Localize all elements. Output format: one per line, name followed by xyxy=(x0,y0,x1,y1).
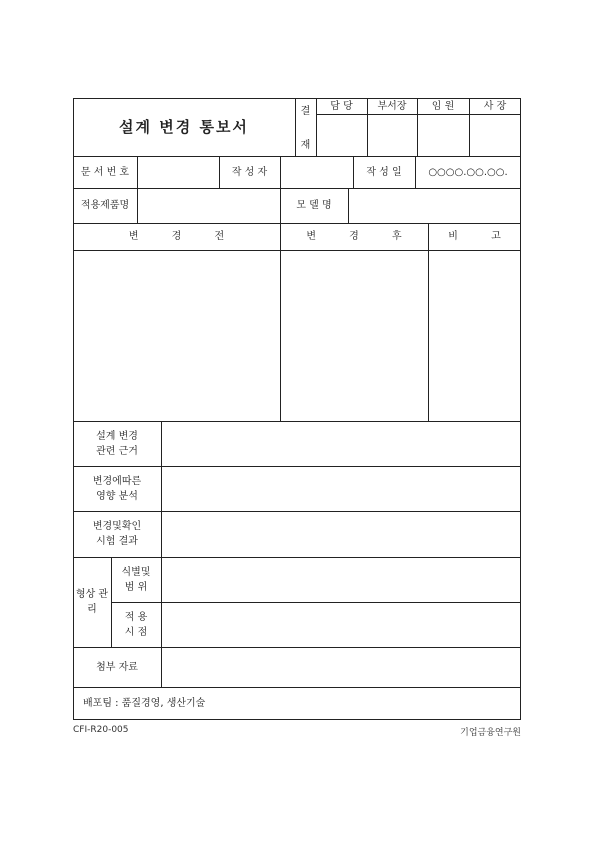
test-field[interactable] xyxy=(161,511,521,557)
test-label-line2: 시험 결과 xyxy=(96,536,138,547)
remarks-area[interactable] xyxy=(428,250,521,421)
date-field[interactable]: ○○○○.○○.○○. xyxy=(428,166,508,178)
before-change-area[interactable] xyxy=(73,250,280,421)
test-label-line1: 변경및확인 xyxy=(92,521,142,532)
scope-field[interactable] xyxy=(161,557,521,602)
header-before-change: 변 경 전 xyxy=(128,231,225,242)
basis-label-line2: 관련 근거 xyxy=(96,445,138,457)
approval-column-staff: 담 당 xyxy=(330,100,353,112)
apply-label-line1: 적 용 xyxy=(124,611,148,623)
document-title: 설계 변경 통보서 xyxy=(119,117,249,136)
approval-column-president: 사 장 xyxy=(483,100,507,112)
basis-label-line1: 설계 변경 xyxy=(96,430,138,442)
apply-label-line2: 시 점 xyxy=(124,626,148,638)
config-management-label xyxy=(73,557,111,647)
attachment-label: 첨부 자료 xyxy=(96,661,138,673)
approval-label-top: 결 xyxy=(300,105,311,117)
impact-label-line1: 변경에따른 xyxy=(92,475,142,487)
config-label-line1: 형상 관 xyxy=(75,589,109,600)
impact-field[interactable] xyxy=(161,466,521,511)
form-code: CFI-R20-005 xyxy=(73,725,129,735)
apply-time-label xyxy=(111,602,161,647)
test-label xyxy=(73,511,161,557)
date-label: 작 성 일 xyxy=(366,166,402,178)
config-label-line2: 리 xyxy=(87,604,97,615)
doc-number-label: 문 서 번 호 xyxy=(80,166,130,178)
scope-label-line2: 범 위 xyxy=(124,581,148,593)
approval-sign-executive[interactable] xyxy=(417,114,469,156)
impact-label-line2: 영향 분석 xyxy=(96,490,138,502)
approval-sign-manager[interactable] xyxy=(367,114,417,156)
approval-sign-staff[interactable] xyxy=(316,114,367,156)
product-label: 적용제품명 xyxy=(80,200,130,211)
basis-field[interactable] xyxy=(161,421,521,466)
approval-column-manager: 부서장 xyxy=(377,100,407,112)
product-field[interactable] xyxy=(137,188,280,223)
scope-label xyxy=(111,557,161,602)
model-field[interactable] xyxy=(348,188,521,223)
change-notice-form xyxy=(73,98,521,720)
apply-time-field[interactable] xyxy=(161,602,521,647)
approval-sign-president[interactable] xyxy=(469,114,521,156)
distribution-line: 배포팀 : 품질경영, 생산기술 xyxy=(83,698,206,709)
model-label: 모 델 명 xyxy=(296,200,332,211)
scope-label-line1: 식별및 xyxy=(121,566,151,578)
approval-column-executive: 임 원 xyxy=(431,100,455,112)
header-remarks: 비 고 xyxy=(448,231,501,242)
basis-label xyxy=(73,421,161,466)
header-after-change: 변 경 후 xyxy=(306,231,402,242)
impact-label xyxy=(73,466,161,511)
organization-name: 기업금융연구원 xyxy=(460,728,521,738)
author-field[interactable] xyxy=(280,156,353,188)
after-change-area[interactable] xyxy=(280,250,428,421)
approval-label-bottom: 재 xyxy=(300,139,311,151)
doc-number-field[interactable] xyxy=(137,156,219,188)
attachment-field[interactable] xyxy=(161,647,521,687)
author-label: 작 성 자 xyxy=(231,166,268,178)
